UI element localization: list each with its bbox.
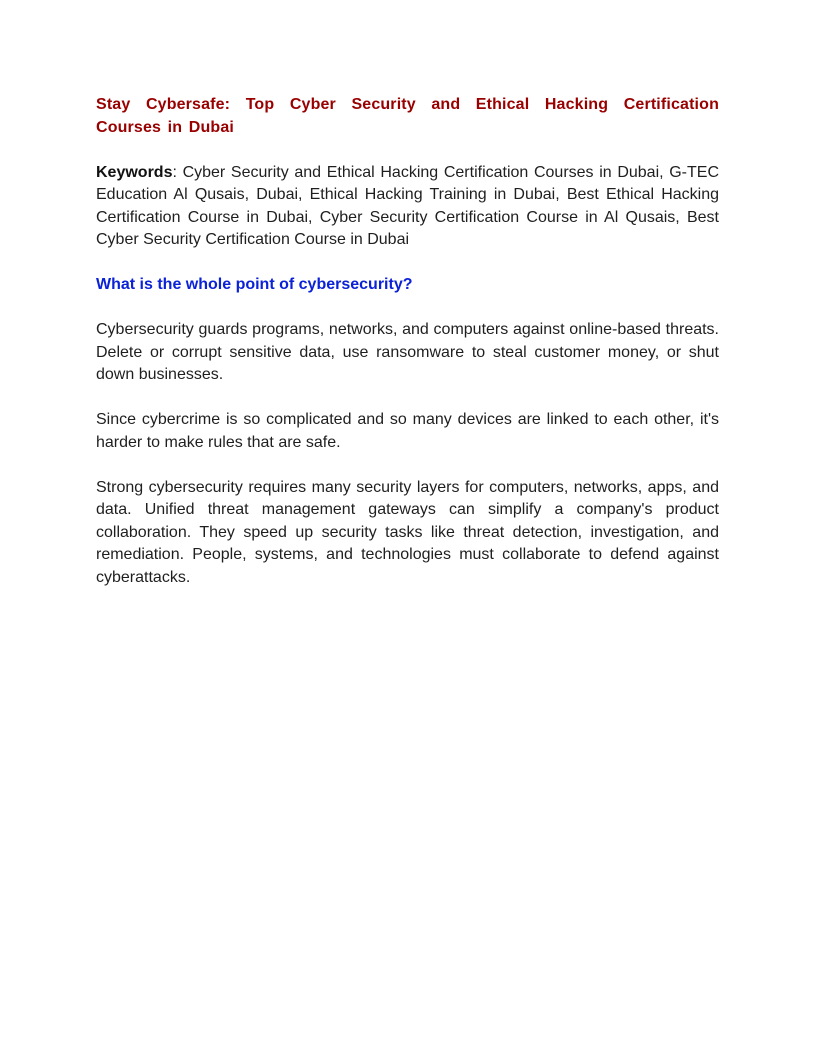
body-paragraph-1: Cybersecurity guards programs, networks, and computers against online-based threats. Delete or corrupt sensitive data, use ransomware to steal customer money, or shut down businesses.: [96, 321, 719, 383]
body-paragraph-2: Since cybercrime is so complicated and so many devices are linked to each other, it's harder to make rules that are safe.: [96, 411, 719, 451]
keywords-paragraph: [96, 162, 719, 252]
document-page: [96, 94, 719, 589]
body-paragraph-3: Strong cybersecurity requires many security layers for computers, networks, apps, and data. Unified threat management gateways can simplify a company's product collaboration. They speed up security tasks like threat detection, investigation, and remediation. People, systems, and technologies must collaborate to defend against cyberattacks.: [96, 478, 719, 586]
document-title: Stay Cybersafe: Top Cyber Security and Ethical Hacking Certification Courses in Dubai: [96, 96, 719, 136]
keywords-text: : Cyber Security and Ethical Hacking Certification Courses in Dubai, G-TEC Education Al Qusais, Dubai, Ethical Hacking Training in Dubai, Best Ethical Hacking Certification Course in Dubai, Cyber Security Certification Course in Al Qusais, Best Cyber Security Certification Course in Dubai: [96, 163, 719, 248]
keywords-label: Keywords: [96, 163, 173, 181]
section-heading: What is the whole point of cybersecurity?: [96, 276, 413, 293]
